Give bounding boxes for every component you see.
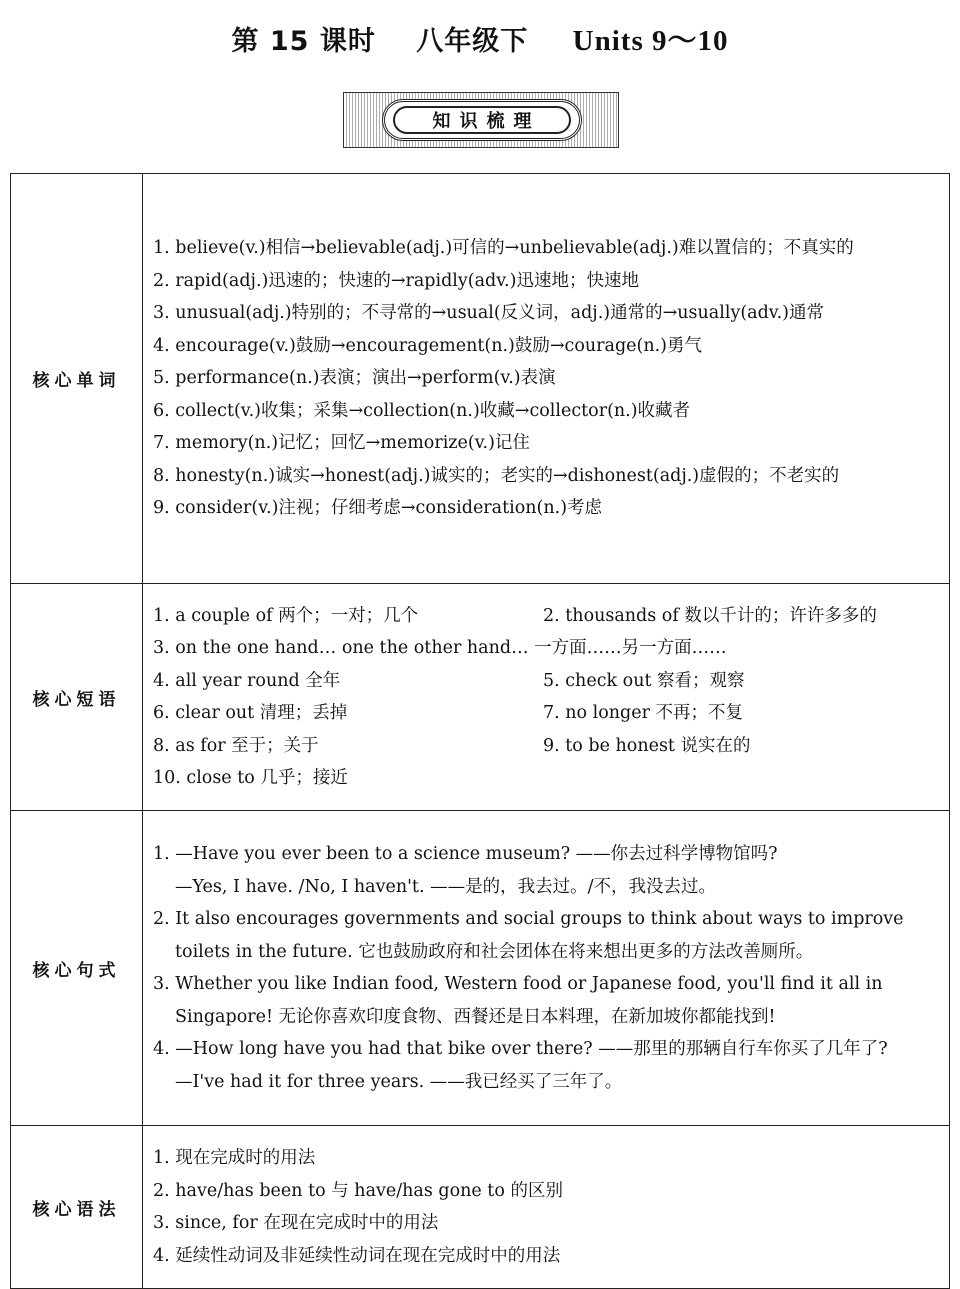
list-item: 5. check out 察看；观察 — [543, 670, 745, 691]
banner-label: 知识梳理 — [393, 106, 571, 134]
list-item: 3. Whether you like Indian food, Western food or Japanese food, you'll find it all in Singapore! 无论你喜欢印度食物、西餐还是日本料理，在新加坡你都能找到! — [153, 974, 883, 1027]
list-item: 3. on the one hand… one the other hand… 一方面……另一方面…… — [153, 638, 727, 658]
section-content — [143, 584, 950, 811]
list-item: 8. as for 至于；关于 — [153, 735, 319, 756]
units-label: Units 9～10 — [572, 25, 729, 57]
list-item: 7. memory(n.)记忆；回忆→memorize(v.)记住 — [153, 433, 530, 454]
knowledge-table — [10, 173, 950, 1289]
section-core-words — [11, 174, 950, 584]
banner-frame — [382, 99, 582, 141]
list-item: 2. have/has been to 与 have/has gone to 的区别 — [153, 1180, 563, 1201]
list-item: 10. close to 几乎；接近 — [153, 768, 348, 788]
list-item: 8. honesty(n.)诚实→honest(adj.)诚实的；老实的→dishonest(adj.)虚假的；不老实的 — [153, 465, 840, 486]
section-content — [143, 174, 950, 584]
list-item: 7. no longer 不再；不复 — [543, 703, 744, 723]
list-item: 6. collect(v.)收集；采集→collection(n.)收藏→collector(n.)收藏者 — [153, 400, 691, 421]
list-item: 4. 延续性动词及非延续性动词在现在完成时中的用法 — [153, 1245, 561, 1266]
lesson-title — [0, 18, 960, 59]
section-label: 核心单词 — [11, 174, 143, 584]
section-label: 核心语法 — [11, 1126, 143, 1289]
list-item: 1. believe(v.)相信→believable(adj.)可信的→unbelievable(adj.)难以置信的；不真实的 — [153, 238, 854, 259]
list-item: 1. —Have you ever been to a science museum? ——你去过科学博物馆吗? — [153, 844, 778, 864]
phrase-row — [153, 665, 941, 698]
section-content — [143, 1126, 950, 1289]
section-core-grammar — [11, 1126, 950, 1289]
list-item: 2. thousands of 数以千计的；许许多多的 — [543, 605, 877, 626]
list-item: 6. clear out 清理；丢掉 — [153, 703, 348, 723]
section-content — [143, 811, 950, 1126]
list-item: 5. performance(n.)表演；演出→perform(v.)表演 — [153, 368, 556, 389]
list-item: 3. unusual(adj.)特别的；不寻常的→usual(反义词，adj.)通常的→usually(adv.)通常 — [153, 303, 824, 324]
list-item: 9. consider(v.)注视；仔细考虑→consideration(n.)考虑 — [153, 498, 603, 519]
list-item: 4. encourage(v.)鼓励→encouragement(n.)鼓励→courage(n.)勇气 — [153, 335, 702, 356]
knowledge-banner — [343, 92, 619, 148]
phrase-row — [153, 600, 941, 633]
list-item: —I've had it for three years. ——我已经买了三年了。 — [175, 1071, 623, 1092]
list-item: 1. 现在完成时的用法 — [153, 1148, 316, 1168]
list-item: 2. rapid(adj.)迅速的；快速的→rapidly(adv.)迅速地；快速地 — [153, 270, 639, 291]
list-item: 3. since, for 在现在完成时中的用法 — [153, 1213, 439, 1233]
list-item: 2. It also encourages governments and social groups to think about ways to improve toilets in the future. 它也鼓励政府和社会团体在将来想出更多的方法改善厕所。 — [153, 909, 904, 962]
section-label: 核心句式 — [11, 811, 143, 1126]
list-item: 1. a couple of 两个；一对；几个 — [153, 605, 419, 626]
list-item: —Yes, I have. /No, I haven't. ——是的，我去过。/不，我没去过。 — [175, 876, 716, 897]
section-core-sentences — [11, 811, 950, 1126]
list-item: 4. —How long have you had that bike over there? ——那里的那辆自行车你买了几年了? — [153, 1039, 888, 1059]
phrase-row — [153, 697, 941, 730]
phrase-row — [153, 730, 941, 763]
list-item: 9. to be honest 说实在的 — [543, 735, 751, 756]
list-item: 4. all year round 全年 — [153, 670, 341, 691]
section-label: 核心短语 — [11, 584, 143, 811]
grade-label: 八年级下 — [416, 26, 529, 57]
section-core-phrases — [11, 584, 950, 811]
lesson-number: 第 15 课时 — [231, 26, 376, 57]
